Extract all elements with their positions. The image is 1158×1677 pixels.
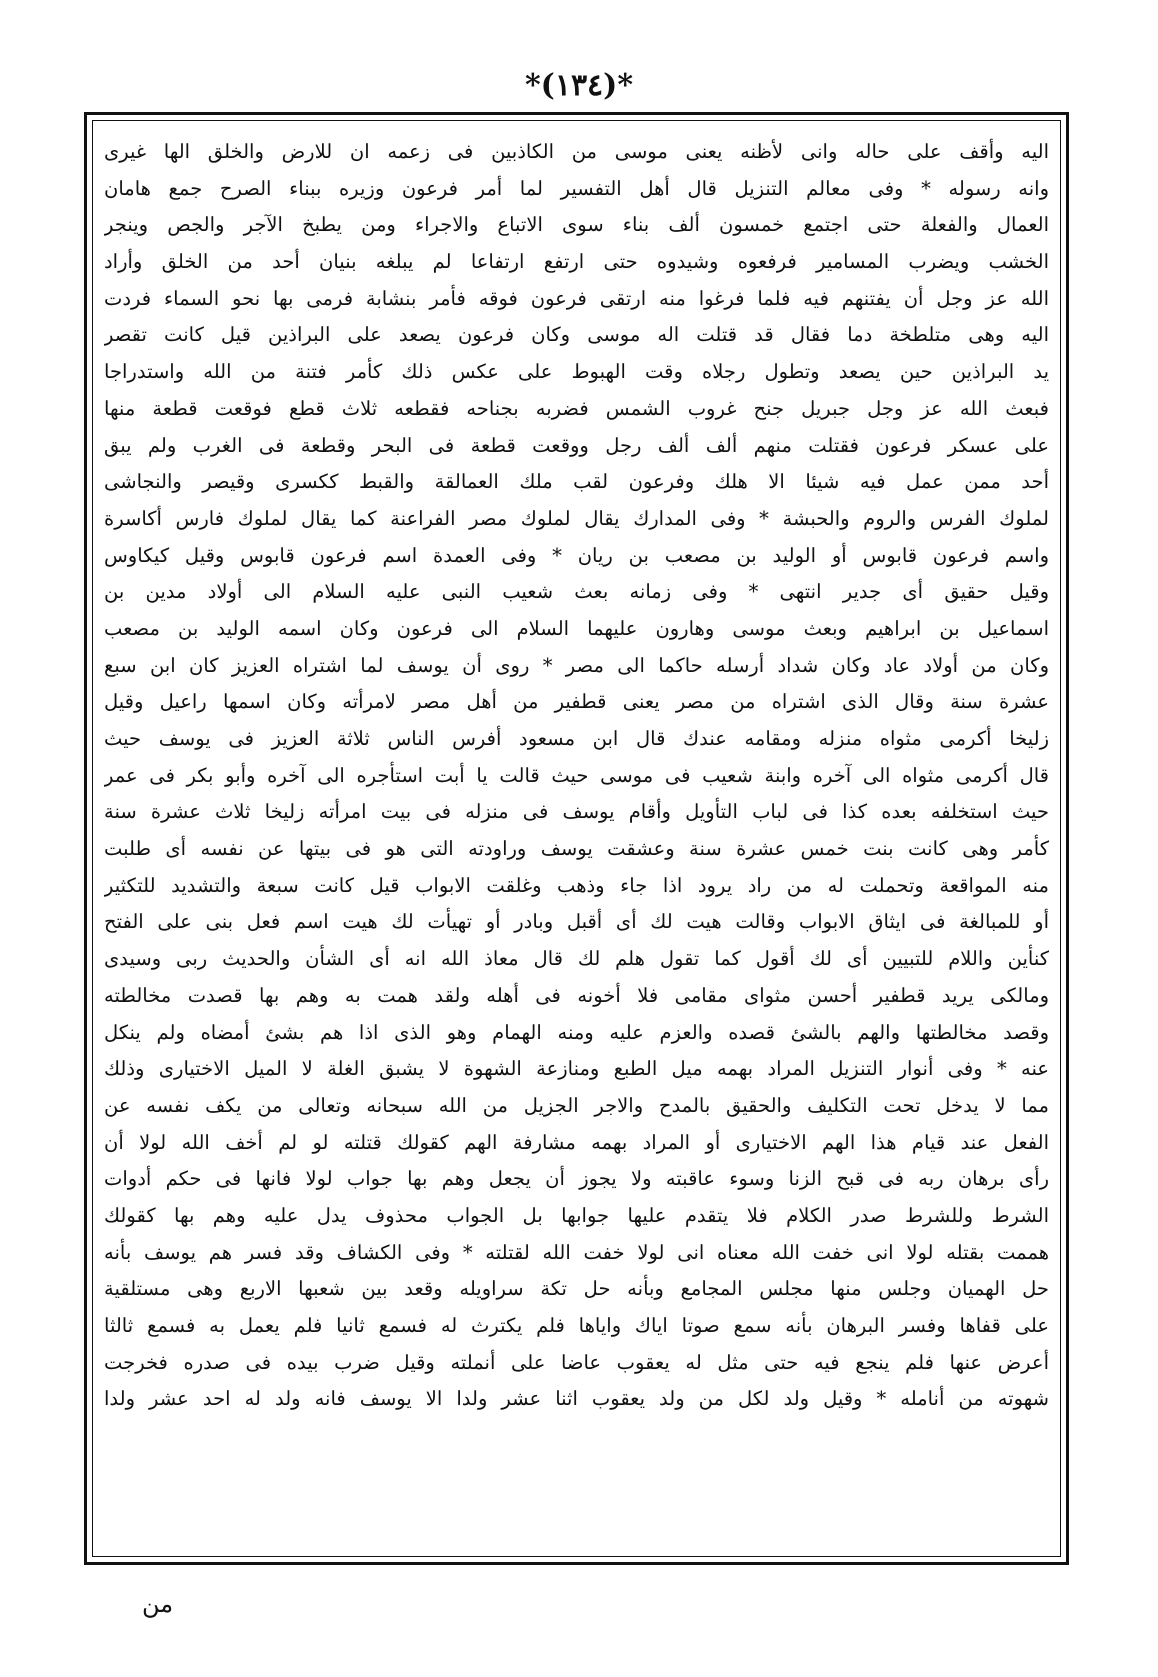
text-line: شهوته من أنامله * وقيل ولد لكل من ولد يعقوب اثنا عشر ولدا الا يوسف فانه ولد له احد عشر ولدا xyxy=(104,1387,1049,1411)
text-line: عشرة سنة وقال الذى اشتراه من مصر يعنى قطفير من أهل مصر لامرأته وكان اسمها راعيل وقيل xyxy=(104,690,1049,714)
text-line: حل الهميان وجلس منها مجلس المجامع وبأنه حل تكة سراويله وقعد بين شعبها الاربع وهى مستلقية xyxy=(104,1277,1049,1301)
text-line: ومالكى يريد قطفير أحسن مثواى مقامى فلا أخونه فى أهله ولقد همت به وهم بها قصدت مخالطته xyxy=(104,983,1049,1007)
text-line: أو للمبالغة فى ايثاق الابواب وقالت هيت لك أى أقبل وبادر أو تهيأت لك هيت اسم فعل بنى على الفتح xyxy=(104,910,1049,934)
text-line: على عسكر فرعون فقتلت منهم ألف ألف رجل ووقعت قطعة فى البحر وقطعة فى الغرب ولم يبق xyxy=(104,433,1049,457)
text-line: واسم فرعون قابوس أو الوليد بن مصعب بن ريان * وفى العمدة اسم فرعون قابوس وقيل كيكاوس xyxy=(104,543,1049,567)
text-line: الله عز وجل أن يفتنهم فيه فلما فرغوا منه ارتقى فرعون فوقه فأمر بنشابة فرمى بها نحو السماء فردت xyxy=(104,286,1049,310)
text-line: فبعث الله عز وجل جبريل جنح غروب الشمس فضربه بجناحه فقطعه ثلاث قطع فوقعت قطعة منها xyxy=(104,396,1049,420)
text-line: على قفاها وفسر البرهان بأنه سمع صوتا اياك واياها فلم يكترث له فسمع ثانيا فلم يعمل به فسمع ثالثا xyxy=(104,1314,1049,1337)
text-line: لملوك الفرس والروم والحبشة * وفى المدارك يقال لملوك مصر الفراعنة كما يقال لملوك فارس أكاسرة xyxy=(104,506,1049,530)
text-line: مما لا يدخل تحت التكليف والحقيق بالمدح والاجر الجزيل من الله سبحانه وتعالى من يكف نفسه عن xyxy=(104,1093,1049,1117)
text-line: عنه * وفى أنوار التنزيل المراد بهمه ميل الطبع ومنازعة الشهوة لا يشبق الغلة لا الميل الاختيارى وذلك xyxy=(104,1057,1049,1081)
text-line: وقيل حقيق أى جدير انتهى * وفى زمانه بعث شعيب النبى عليه السلام الى أولاد مدين بن xyxy=(104,580,1049,604)
text-line: هممت بقتله لولا انى خفت الله معناه انى لولا خفت الله لقتلته * وفى الكشاف وقد فسر هم يوسف بأنه xyxy=(104,1240,1049,1264)
text-line: أحد ممن عمل فيه شيئا الا هلك وفرعون لقب ملك العمالقة والقبط ككسرى وقيصر والنجاشى xyxy=(104,470,1049,494)
text-line: منه المواقعة وتحملت له من راد يرود اذا جاء وذهب وغلقت الابواب قيل كانت سبعة والتشديد للتكثير xyxy=(104,873,1049,897)
text-line: اليه وهى متلطخة دما فقال قد قتلت اله موسى وكان فرعون يصعد على البراذين قيل كانت تقصر xyxy=(104,323,1049,347)
text-line: أعرض عنها فلم ينجع فيه حتى مثل له يعقوب عاضا على أنملته وقيل ضرب بيده فى صدره فخرجت xyxy=(104,1350,1049,1374)
text-line: وانه رسوله * وفى معالم التنزيل قال أهل التفسير لما أمر فرعون وزيره ببناء الصرح جمع هامان xyxy=(104,176,1049,200)
text-line: رأى برهان ربه فى قبح الزنا وسوء عاقبته ولا يجوز أن يجعل وهم بها جواب لولا فانها فى حكم أدوات xyxy=(104,1167,1049,1191)
text-line: يد البراذين حين يصعد وتطول رجلاه وقت الهبوط على عكس ذلك كأمر فتنة من الله واستدراجا xyxy=(104,360,1049,384)
text-line: حيث استخلفه بعده كذا فى لباب التأويل وأقام يوسف فى منزله فى بيت امرأته زليخا ثلاث عشرة سنة xyxy=(104,800,1049,824)
catchword: من xyxy=(142,1590,174,1618)
text-block xyxy=(104,134,1049,1544)
page-number: *(١٣٤)* xyxy=(524,68,634,103)
text-line: الخشب ويضرب المسامير فرفعوه وشيدوه حتى ارتفع ارتفاعا لم يبلغه بنيان أحد من الخلق وأراد xyxy=(104,250,1049,274)
text-line: اسماعيل بن ابراهيم وبعث موسى وهارون عليهما السلام الى فرعون وكان اسمه الوليد بن مصعب xyxy=(104,616,1049,640)
text-line: زليخا أكرمى مثواه منزله ومقامه عندك قال ابن مسعود أفرس الناس ثلاثة العزيز فى يوسف حيث xyxy=(104,727,1049,750)
text-line: كنأين واللام للتبيين أى لك أقول كما تقول هلم لك قال معاذ الله انه أى الشأن والحديث ربى وسيدى xyxy=(104,947,1049,971)
text-line: قال أكرمى مثواه الى آخره وابنة شعيب فى موسى حيث قالت يا أبت استأجره الى آخره وأبو بكر فى عمر xyxy=(104,763,1049,787)
text-line: وقصد مخالطتها والهم بالشئ قصده والعزم عليه ومنه الهمام وهو الذى اذا هم بشئ أمضاه ولم ينكل xyxy=(104,1020,1049,1044)
text-line: اليه وأقف على حاله وانى لأظنه يعنى موسى من الكاذبين فى زعمه ان للارض والخلق الها غيرى xyxy=(104,140,1049,163)
text-line: الفعل عند قيام هذا الهم الاختيارى أو المراد بهمه مشارفة الهم كقولك قتلته لو لم أخف الله لولا أن xyxy=(104,1130,1049,1154)
text-line: العمال والفعلة حتى اجتمع خمسون ألف بناء سوى الاتباع والاجراء ومن يطبخ الآجر والجص وينجر xyxy=(104,213,1049,237)
text-line: كأمر وهى كانت بنت خمس عشرة سنة وعشقت يوسف وراودته التى هو فى بيتها عن نفسه أى طلبت xyxy=(104,837,1049,861)
text-line: وكان من أولاد عاد وكان شداد أرسله حاكما الى مصر * روى أن يوسف لما اشتراه العزيز كان ابن سبع xyxy=(104,653,1049,677)
text-line: الشرط وللشرط صدر الكلام فلا يتقدم عليها جوابها بل الجواب محذوف يدل عليه وهم بها كقولك xyxy=(104,1203,1049,1227)
